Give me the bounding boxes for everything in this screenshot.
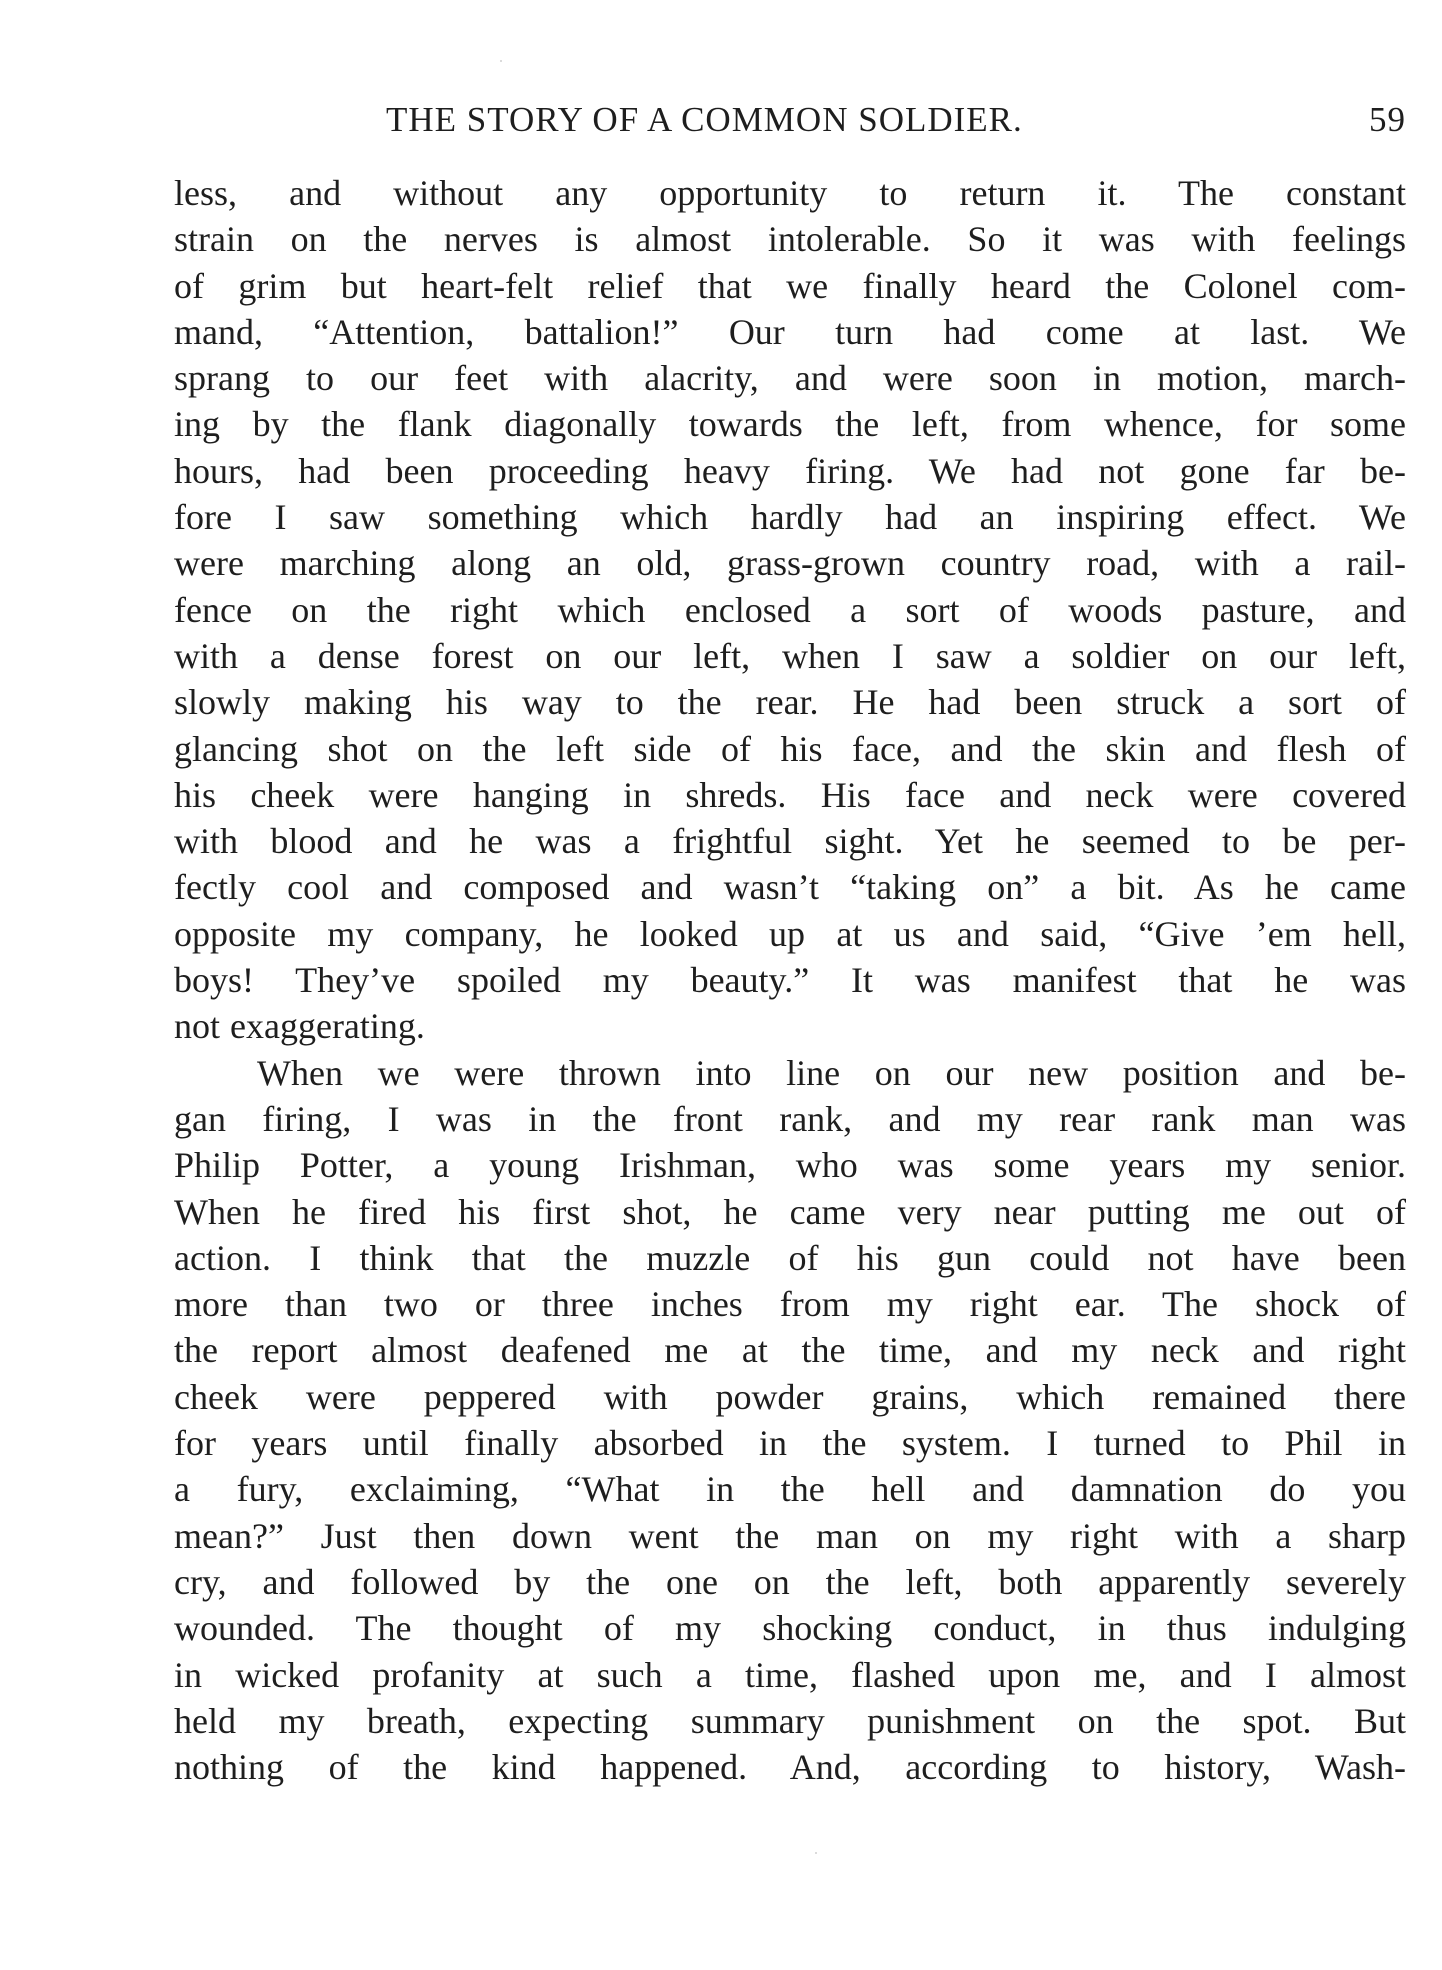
text-line: fectly cool and composed and wasn’t “taking on” a bit. As he came bbox=[174, 867, 1406, 908]
text-line: of grim but heart-felt relief that we finally heard the Colonel com- bbox=[174, 265, 1406, 306]
paper-speck bbox=[500, 60, 502, 62]
text-line: hours, had been proceeding heavy firing. We had not gone far be- bbox=[174, 450, 1406, 491]
text-line: nothing of the kind happened. And, according to history, Wash- bbox=[174, 1747, 1406, 1788]
text-line: slowly making his way to the rear. He had been struck a sort of bbox=[174, 682, 1406, 723]
text-line: held my breath, expecting summary punishment on the spot. But bbox=[174, 1700, 1406, 1741]
paper-speck bbox=[815, 1852, 817, 1854]
text-line: not exaggerating. bbox=[174, 1006, 425, 1047]
body-text bbox=[174, 170, 1406, 1790]
text-line: his cheek were hanging in shreds. His face and neck were covered bbox=[174, 774, 1406, 815]
text-line: mand, “Attention, battalion!” Our turn had come at last. We bbox=[174, 311, 1406, 352]
paragraph-2 bbox=[174, 1050, 1406, 1791]
paragraph-1 bbox=[174, 170, 1406, 1050]
running-header bbox=[176, 98, 1406, 142]
text-line: boys! They’ve spoiled my beauty.” It was manifest that he was bbox=[174, 960, 1406, 1001]
text-line: strain on the nerves is almost intolerable. So it was with feelings bbox=[174, 219, 1406, 260]
text-line: Philip Potter, a young Irishman, who was some years my senior. bbox=[174, 1145, 1406, 1186]
text-line: sprang to our feet with alacrity, and were soon in motion, march- bbox=[174, 358, 1406, 399]
text-line: less, and without any opportunity to return it. The constant bbox=[174, 173, 1406, 213]
text-line: When he fired his first shot, he came very near putting me out of bbox=[174, 1191, 1406, 1232]
text-line: with blood and he was a frightful sight. Yet he seemed to be per- bbox=[174, 821, 1406, 862]
text-line: glancing shot on the left side of his face, and the skin and flesh of bbox=[174, 728, 1406, 769]
text-line: in wicked profanity at such a time, flashed upon me, and I almost bbox=[174, 1654, 1406, 1695]
text-line: ing by the flank diagonally towards the left, from whence, for some bbox=[174, 404, 1406, 445]
text-line: wounded. The thought of my shocking conduct, in thus indulging bbox=[174, 1608, 1406, 1649]
text-line: gan firing, I was in the front rank, and my rear rank man was bbox=[174, 1098, 1406, 1139]
text-line: more than two or three inches from my right ear. The shock of bbox=[174, 1284, 1406, 1325]
page-number: 59 bbox=[1369, 100, 1406, 139]
text-line: fore I saw something which hardly had an inspiring effect. We bbox=[174, 497, 1406, 538]
text-line: with a dense forest on our left, when I saw a soldier on our left, bbox=[174, 635, 1406, 676]
running-title: THE STORY OF A COMMON SOLDIER. bbox=[386, 100, 1023, 139]
text-line: for years until finally absorbed in the system. I turned to Phil in bbox=[174, 1423, 1406, 1464]
text-line: fence on the right which enclosed a sort of woods pasture, and bbox=[174, 589, 1406, 630]
text-line: the report almost deafened me at the time, and my neck and right bbox=[174, 1330, 1406, 1371]
text-line: When we were thrown into line on our new position and be- bbox=[257, 1052, 1406, 1093]
text-line: were marching along an old, grass-grown country road, with a rail- bbox=[174, 543, 1406, 584]
text-line: cheek were peppered with powder grains, which remained there bbox=[174, 1376, 1406, 1417]
text-line: cry, and followed by the one on the left, both apparently severely bbox=[174, 1561, 1406, 1602]
text-line: a fury, exclaiming, “What in the hell and damnation do you bbox=[174, 1469, 1406, 1510]
text-line: mean?” Just then down went the man on my right with a sharp bbox=[174, 1515, 1406, 1556]
text-line: action. I think that the muzzle of his gun could not have been bbox=[174, 1237, 1406, 1278]
text-line: opposite my company, he looked up at us and said, “Give ’em hell, bbox=[174, 913, 1406, 954]
